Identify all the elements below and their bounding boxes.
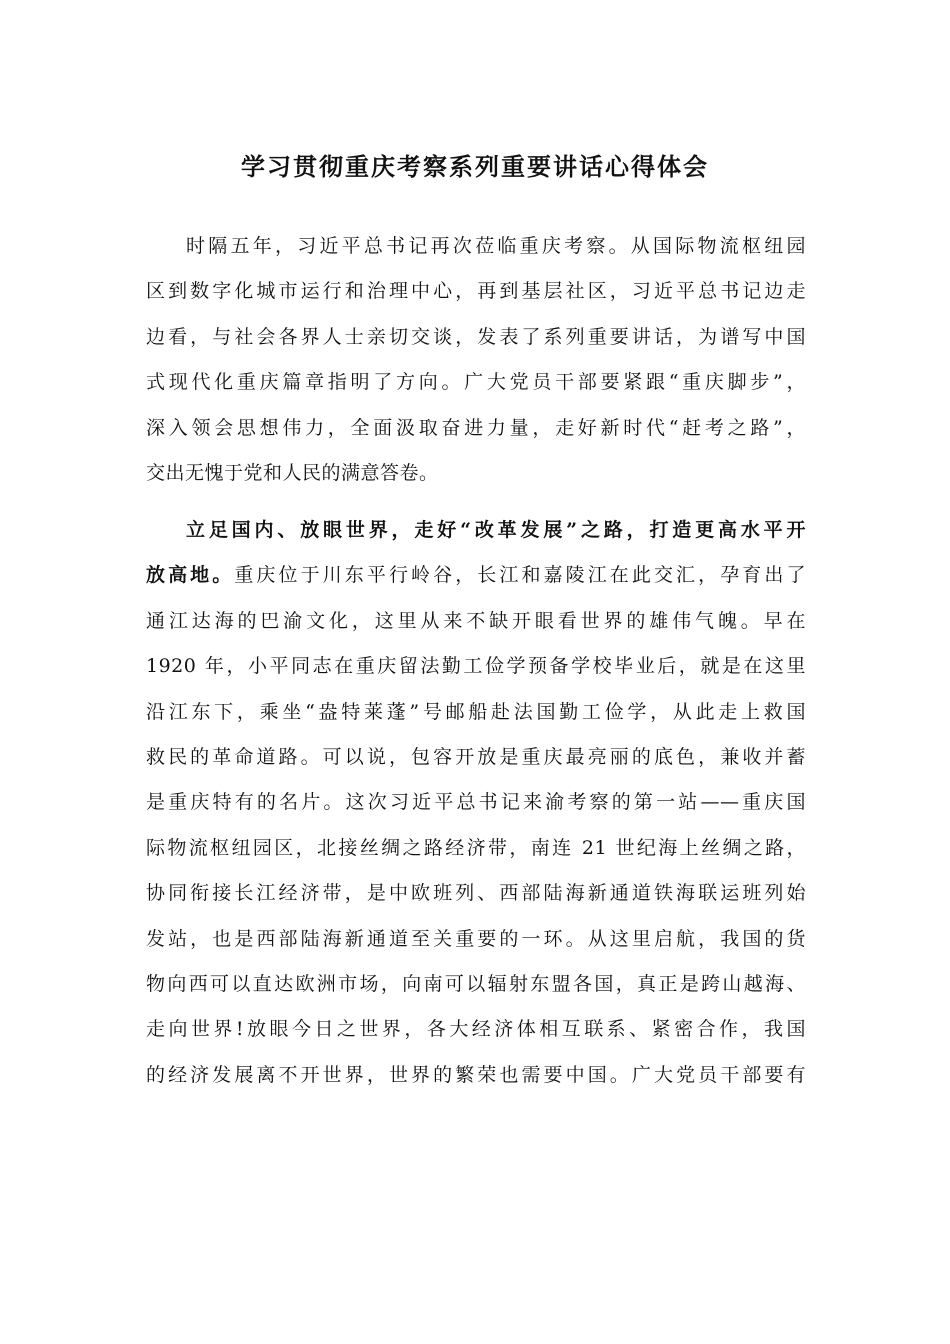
paragraph-text: 重庆位于川东平行岭谷，长江和嘉陵江在此交汇，孕育出了 xyxy=(234,564,806,587)
paragraph-line: 交出无愧于党和人民的满意答卷。 xyxy=(146,461,439,484)
paragraph-line: 式现代化重庆篇章指明了方向。广大党员干部要紧跟“重庆脚步”， xyxy=(146,371,806,394)
paragraph-line: 时隔五年，习近平总书记再次莅临重庆考察。从国际物流枢纽园 xyxy=(186,235,806,257)
paragraph-intro xyxy=(146,224,806,496)
paragraph-line: 走向世界!放眼今日之世界，各大经济体相互联系、紧密合作，我国 xyxy=(146,1018,806,1041)
section-heading-line: 立足国内、放眼世界，走好“改革发展”之路，打造更高水平开 xyxy=(186,519,806,541)
paragraph-line: 的经济发展离不开世界，世界的繁荣也需要中国。广大党员干部要有 xyxy=(146,1063,806,1086)
paragraph-line: 边看，与社会各界人士亲切交谈，发表了系列重要讲话，为谱写中国 xyxy=(146,325,806,348)
paragraph-line: 物向西可以直达欧洲市场，向南可以辐射东盟各国，真正是跨山越海、 xyxy=(146,972,806,995)
paragraph-line: 际物流枢纽园区，北接丝绸之路经济带，南连 21 世纪海上丝绸之路， xyxy=(146,836,806,859)
paragraph-line: 是重庆特有的名片。这次习近平总书记来渝考察的第一站——重庆国 xyxy=(146,791,806,814)
section-heading-end: 放高地。 xyxy=(146,564,235,587)
paragraph-line xyxy=(146,553,806,598)
paragraph-line: 通江达海的巴渝文化，这里从来不缺开眼看世界的雄伟气魄。早在 xyxy=(146,609,806,632)
paragraph-line: 区到数字化城市运行和治理中心，再到基层社区，习近平总书记边走 xyxy=(146,280,806,303)
document-title: 学习贯彻重庆考察系列重要讲话心得体会 xyxy=(241,152,709,181)
paragraph-reform-development xyxy=(146,508,806,1098)
paragraph-line: 救民的革命道路。可以说，包容开放是重庆最亮丽的底色，兼收并蓄 xyxy=(146,745,806,768)
paragraph-line: 发站，也是西部陆海新通道至关重要的一环。从这里启航，我国的货 xyxy=(146,927,806,950)
paragraph-line: 协同衔接长江经济带，是中欧班列、西部陆海新通道铁海联运班列始 xyxy=(146,882,806,905)
paragraph-line: 深入领会思想伟力，全面汲取奋进力量，走好新时代“赶考之路”， xyxy=(146,416,806,439)
paragraph-line: 1920 年，小平同志在重庆留法勤工俭学预备学校毕业后，就是在这里 xyxy=(146,655,806,678)
paragraph-line: 沿江东下，乘坐“盎特莱蓬”号邮船赴法国勤工俭学，从此走上救国 xyxy=(146,700,806,723)
